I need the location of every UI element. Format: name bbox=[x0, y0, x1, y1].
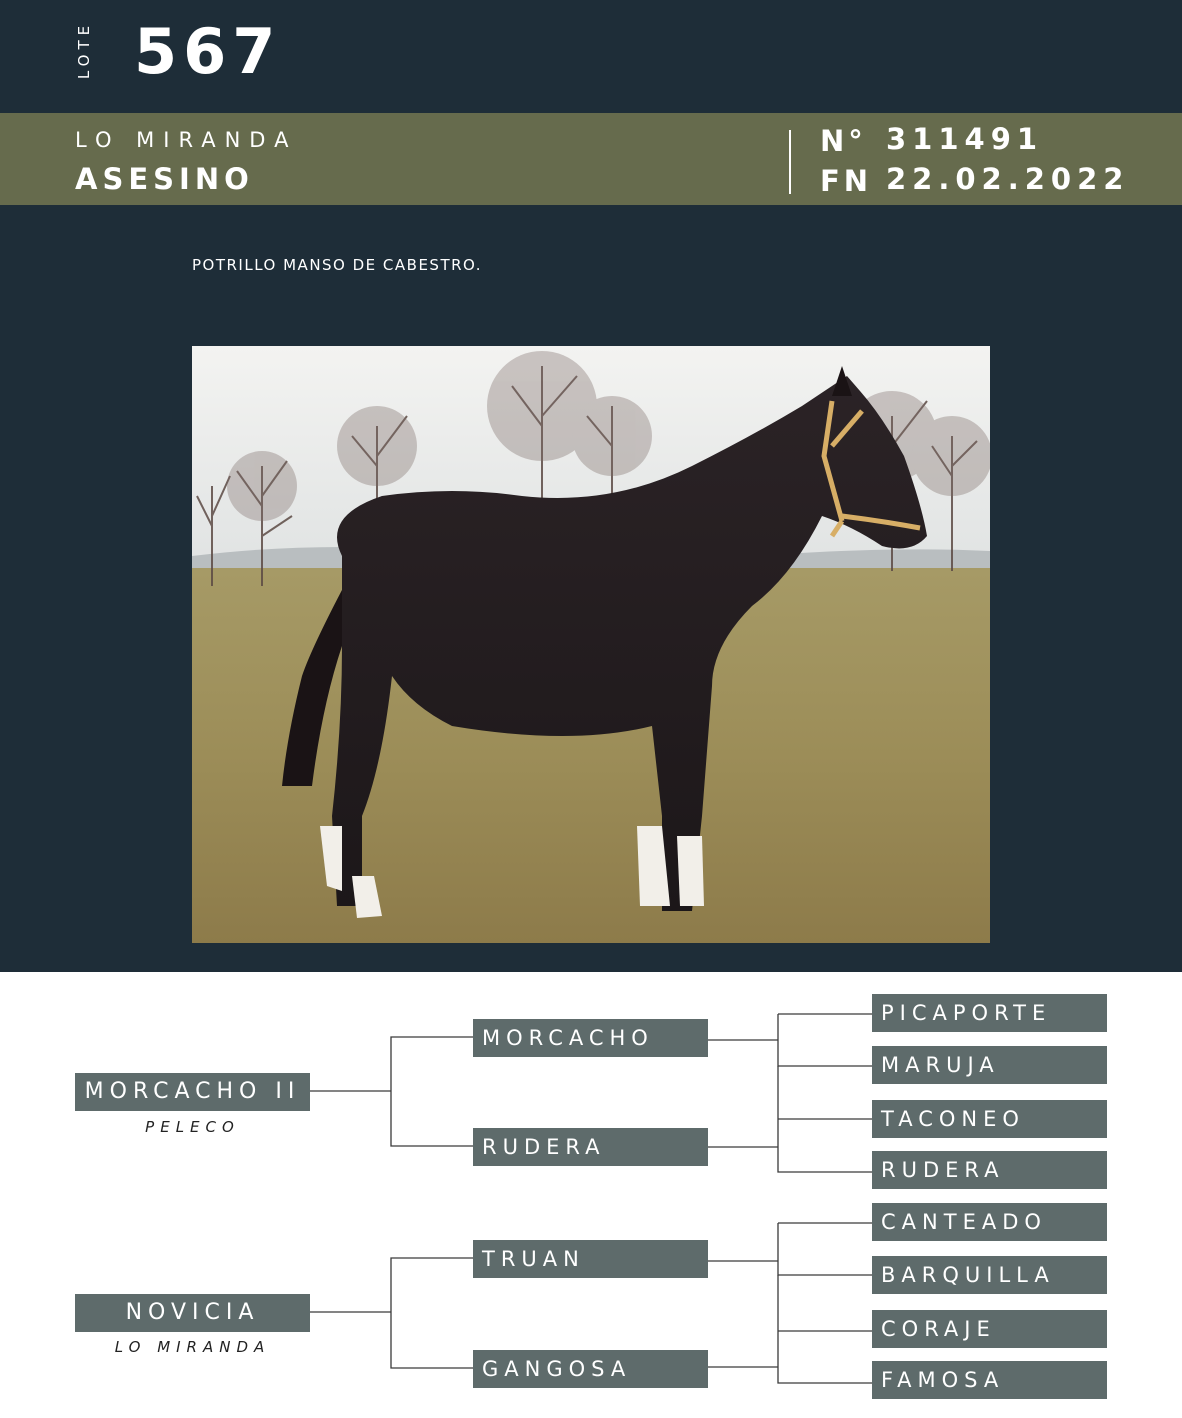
registration-label: N° bbox=[820, 124, 867, 158]
dam-breeder: LO MIRANDA bbox=[114, 1338, 271, 1356]
registration-number: 311491 bbox=[886, 122, 1044, 156]
birth-date-label: FN bbox=[820, 164, 873, 198]
great-grandparent-box: CANTEADO bbox=[872, 1203, 1107, 1241]
sire-breeder: PELECO bbox=[145, 1118, 240, 1136]
horse-name: ASESINO bbox=[75, 162, 254, 196]
great-grandparent-box: BARQUILLA bbox=[872, 1256, 1107, 1294]
dam-box: NOVICIA bbox=[75, 1294, 310, 1332]
horse-description: POTRILLO MANSO DE CABESTRO. bbox=[192, 256, 483, 274]
grandparent-box: TRUAN bbox=[473, 1240, 708, 1278]
great-grandparent-box: TACONEO bbox=[872, 1100, 1107, 1138]
grandparent-box: RUDERA bbox=[473, 1128, 708, 1166]
great-grandparent-box: MARUJA bbox=[872, 1046, 1107, 1084]
breeder-name: LO MIRANDA bbox=[75, 128, 298, 152]
birth-date: 22.02.2022 bbox=[886, 162, 1130, 196]
lot-label: LOTE bbox=[75, 20, 93, 80]
great-grandparent-box: FAMOSA bbox=[872, 1361, 1107, 1399]
sire-box: MORCACHO II bbox=[75, 1073, 310, 1111]
great-grandparent-box: PICAPORTE bbox=[872, 994, 1107, 1032]
grandparent-box: MORCACHO bbox=[473, 1019, 708, 1057]
grandparent-box: GANGOSA bbox=[473, 1350, 708, 1388]
great-grandparent-box: CORAJE bbox=[872, 1310, 1107, 1348]
great-grandparent-box: RUDERA bbox=[872, 1151, 1107, 1189]
lot-number: 567 bbox=[134, 15, 282, 88]
